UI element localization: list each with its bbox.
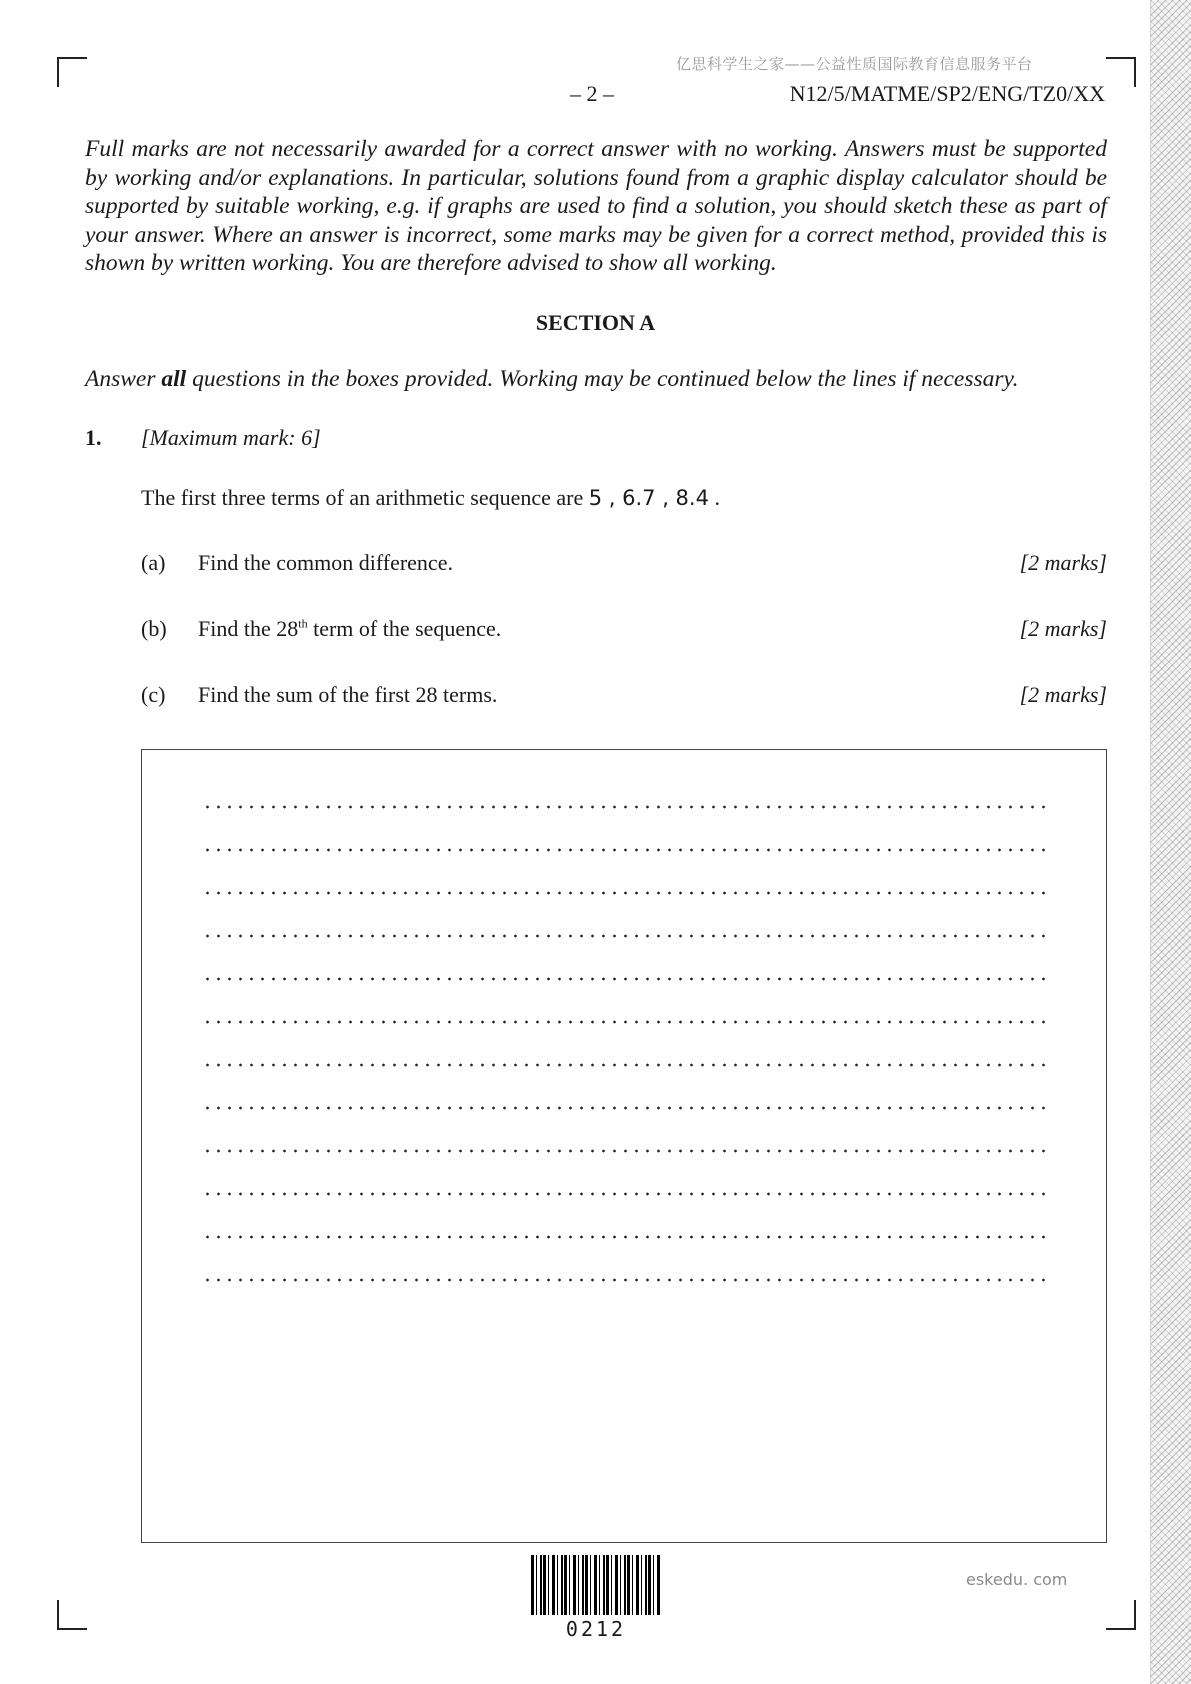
part-text-before: Find the 28 — [198, 616, 299, 641]
corner-mark-bottom-right — [1106, 1600, 1136, 1630]
question-part-b — [141, 616, 1107, 646]
part-text: Find the sum of the first 28 terms. — [198, 682, 498, 707]
answer-line[interactable] — [202, 977, 1048, 981]
part-label: (c) — [141, 682, 166, 707]
answer-line[interactable] — [202, 805, 1048, 809]
answer-line[interactable] — [202, 1020, 1048, 1024]
answer-line[interactable] — [202, 1063, 1048, 1067]
answer-line[interactable] — [202, 1149, 1048, 1153]
paper-code: N12/5/MATME/SP2/ENG/TZ0/XX — [789, 81, 1105, 106]
corner-mark-top-right — [1106, 57, 1136, 87]
question-number: 1. — [85, 425, 102, 450]
question-part-a — [141, 550, 1107, 580]
part-marks: [2 marks] — [1019, 682, 1107, 707]
answer-line[interactable] — [202, 1192, 1048, 1196]
barcode-number: 0212 — [565, 1617, 627, 1641]
part-label: (a) — [141, 550, 166, 575]
answer-line[interactable] — [202, 848, 1048, 852]
perforated-margin — [1150, 0, 1191, 1684]
part-label: (b) — [141, 616, 167, 641]
question-max-mark: [Maximum mark: 6] — [141, 425, 321, 450]
ordinal-suffix: th — [298, 616, 308, 631]
answer-box[interactable] — [141, 749, 1107, 1543]
footer-watermark: eskedu. com — [966, 1570, 1068, 1589]
barcode — [531, 1555, 661, 1615]
answer-instruction-bold: all — [161, 366, 187, 392]
answer-instruction — [85, 366, 1019, 393]
part-text — [198, 616, 501, 642]
question-part-c — [141, 682, 1107, 712]
part-marks: [2 marks] — [1019, 616, 1107, 641]
sequence-terms: 5 , 6.7 , 8.4 — [588, 486, 709, 510]
section-title: SECTION A — [535, 310, 656, 335]
question-stem-text: The first three terms of an arithmetic sequence are — [141, 485, 589, 510]
page-number: – 2 – — [570, 81, 614, 106]
answer-line[interactable] — [202, 934, 1048, 938]
answer-line[interactable] — [202, 1278, 1048, 1282]
answer-line[interactable] — [202, 1106, 1048, 1110]
header-watermark: 亿思科学生之家——公益性质国际教育信息服务平台 — [676, 55, 1033, 73]
corner-mark-top-left — [57, 57, 87, 87]
part-text: Find the common difference. — [198, 550, 453, 575]
answer-line[interactable] — [202, 1235, 1048, 1239]
part-text-after: term of the sequence. — [307, 616, 502, 641]
question-stem-end: . — [708, 485, 720, 510]
answer-instruction-after: questions in the boxes provided. Working may be continued below the lines if necessary. — [186, 366, 1019, 392]
part-marks: [2 marks] — [1019, 550, 1107, 575]
answer-line[interactable] — [202, 891, 1048, 895]
question-stem — [141, 485, 720, 511]
general-instructions: Full marks are not necessarily awarded for a correct answer with no working. Answers must be supported by working and/or explanations. In particular, solutions found from a graphic display calculator should be supported by suitable working, e.g. if graphs are used to find a solution, you should sketch these as part of your answer. Where an answer is incorrect, some marks may be given for a correct method, provided this is shown by written working. You are therefore advised to show all working. — [85, 136, 1107, 276]
answer-instruction-before: Answer — [85, 366, 162, 392]
corner-mark-bottom-left — [57, 1600, 87, 1630]
